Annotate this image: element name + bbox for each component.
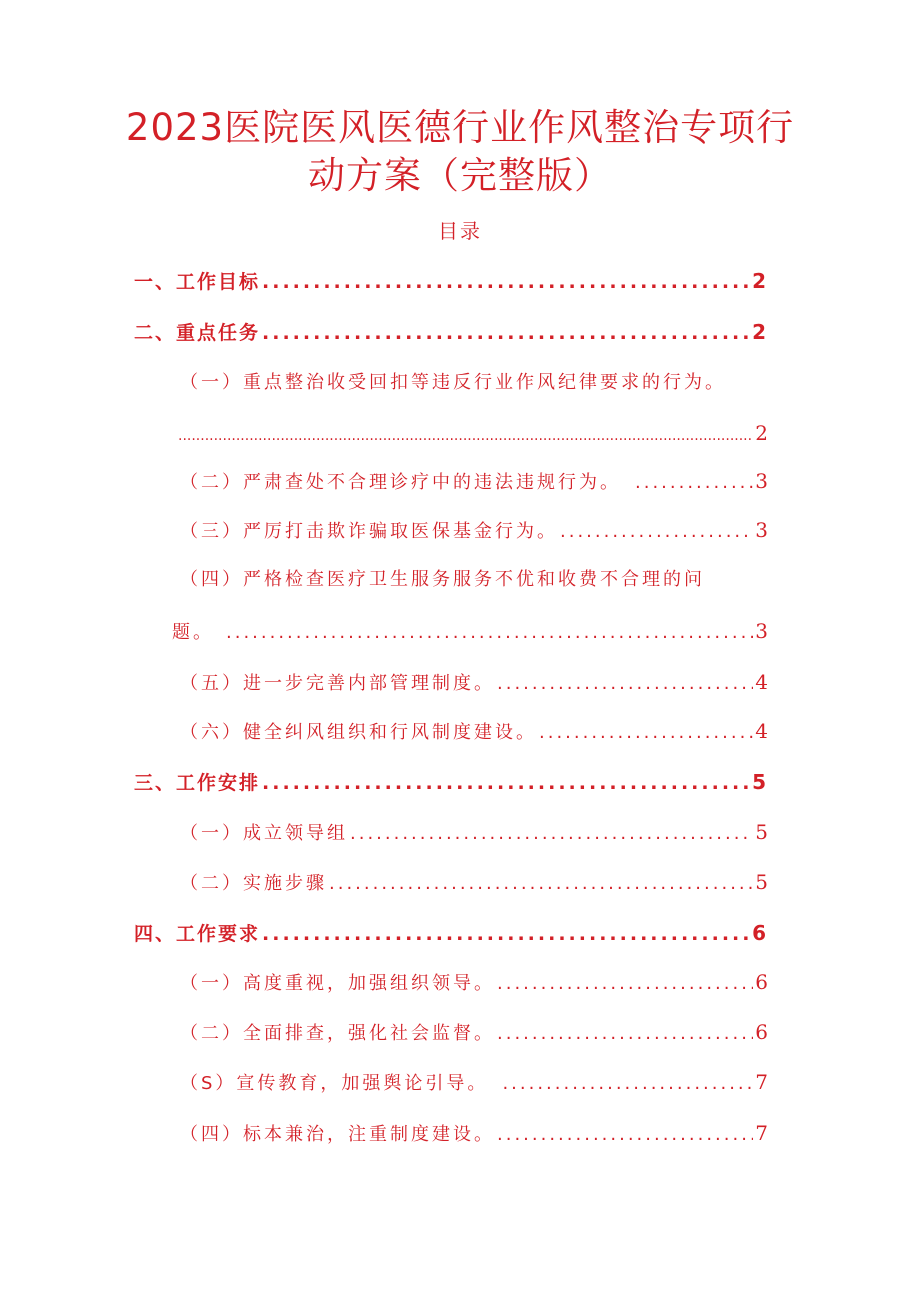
toc-page-number: 4 bbox=[755, 719, 768, 743]
toc-leader-dots bbox=[329, 869, 753, 897]
toc-entry-label: （一）成立领导组 bbox=[180, 823, 348, 844]
toc-page-number: 3 bbox=[755, 469, 768, 493]
toc-entry-label: （S）宣传教育，加强舆论引导。 bbox=[180, 1073, 489, 1094]
document-title-line-2: 动方案（完整版） bbox=[308, 154, 612, 197]
toc-entry-comprehensive-inspection[interactable] bbox=[180, 1017, 768, 1047]
toc-page-number: 6 bbox=[752, 921, 768, 945]
toc-leader-dots bbox=[262, 919, 750, 948]
toc-entry-label: 题。 bbox=[172, 622, 214, 643]
toc-page-number: 6 bbox=[755, 970, 768, 994]
toc-heading: 目录 bbox=[438, 219, 482, 243]
toc-entry-label: （六）健全纠风组织和行风制度建设。 bbox=[180, 722, 537, 743]
toc-entry-label: （四）标本兼治，注重制度建设。 bbox=[180, 1124, 495, 1145]
toc-page-number: 2 bbox=[755, 421, 768, 445]
toc-leader-dots bbox=[560, 517, 753, 545]
toc-leader-dots bbox=[539, 718, 753, 746]
toc-leader-dots bbox=[262, 318, 750, 347]
toc-leader-dots bbox=[497, 1019, 753, 1047]
toc-entry-label: 三、工作安排 bbox=[134, 772, 261, 794]
toc-entry-label: （一）重点整治收受回扣等违反行业作风纪律要求的行为。 bbox=[180, 372, 726, 393]
toc-entry-service-charges-continued[interactable] bbox=[172, 616, 768, 646]
toc-entry-kickback-rectification[interactable] bbox=[180, 368, 726, 398]
toc-entry-attach-importance[interactable] bbox=[180, 967, 768, 997]
document-title-line-1: 2023医院医风医德行业作风整治专项行 bbox=[125, 106, 795, 149]
toc-entry-label: 四、工作要求 bbox=[134, 923, 261, 945]
toc-entry-internal-management[interactable] bbox=[180, 667, 768, 697]
toc-leader-dots bbox=[262, 267, 750, 296]
toc-leader-dots bbox=[178, 421, 753, 448]
toc-leader-dots bbox=[262, 768, 750, 797]
toc-entry-label: 一、工作目标 bbox=[134, 271, 261, 293]
toc-entry-label: 二、重点任务 bbox=[134, 322, 261, 344]
toc-entry-work-goals[interactable] bbox=[134, 266, 768, 296]
toc-leader-dots bbox=[350, 819, 753, 847]
toc-entry-work-arrangement[interactable] bbox=[134, 767, 768, 797]
toc-entry-label: （五）进一步完善内部管理制度。 bbox=[180, 673, 495, 694]
toc-entry-conduct-organization[interactable] bbox=[180, 716, 768, 746]
toc-entry-label: （二）实施步骤 bbox=[180, 873, 327, 894]
toc-entry-kickback-rectification-leader[interactable] bbox=[176, 418, 768, 448]
toc-leader-dots bbox=[497, 969, 753, 997]
toc-page-number: 5 bbox=[755, 870, 768, 894]
toc-entry-illegal-diagnosis[interactable] bbox=[180, 466, 768, 496]
toc-entry-label: （四）严格检查医疗卫生服务服务不优和收费不合理的问 bbox=[180, 569, 705, 590]
toc-page-number: 7 bbox=[755, 1121, 768, 1145]
toc-page-number: 3 bbox=[755, 619, 768, 643]
toc-entry-implementation-steps[interactable] bbox=[180, 867, 768, 897]
toc-page-number: 5 bbox=[755, 820, 768, 844]
toc-page-number: 5 bbox=[752, 770, 768, 794]
toc-entry-root-causes[interactable] bbox=[180, 1118, 768, 1148]
toc-entry-label: （一）高度重视，加强组织领导。 bbox=[180, 973, 495, 994]
toc-entry-publicity-education[interactable] bbox=[180, 1067, 768, 1097]
toc-entry-insurance-fraud[interactable] bbox=[180, 515, 768, 545]
toc-page-number: 6 bbox=[755, 1020, 768, 1044]
toc-page-number: 3 bbox=[755, 518, 768, 542]
toc-entry-label: （三）严厉打击欺诈骗取医保基金行为。 bbox=[180, 521, 558, 542]
toc-entry-label: （二）全面排查，强化社会监督。 bbox=[180, 1023, 495, 1044]
toc-leader-dots bbox=[497, 1120, 753, 1148]
toc-entry-key-tasks[interactable] bbox=[134, 317, 768, 347]
toc-page-number: 7 bbox=[755, 1070, 768, 1094]
toc-entry-work-requirements[interactable] bbox=[134, 918, 768, 948]
toc-entry-label: （二）严肃查处不合理诊疗中的违法违规行为。 bbox=[180, 472, 621, 493]
toc-entry-service-charges[interactable] bbox=[180, 565, 705, 595]
toc-leader-dots bbox=[502, 1069, 753, 1097]
toc-leader-dots bbox=[635, 468, 753, 496]
toc-page-number: 4 bbox=[755, 670, 768, 694]
toc-page-number: 2 bbox=[752, 269, 768, 293]
toc-leader-dots bbox=[497, 669, 753, 697]
toc-entry-leadership-group[interactable] bbox=[180, 817, 768, 847]
toc-page-number: 2 bbox=[752, 320, 768, 344]
toc-leader-dots bbox=[226, 618, 753, 646]
